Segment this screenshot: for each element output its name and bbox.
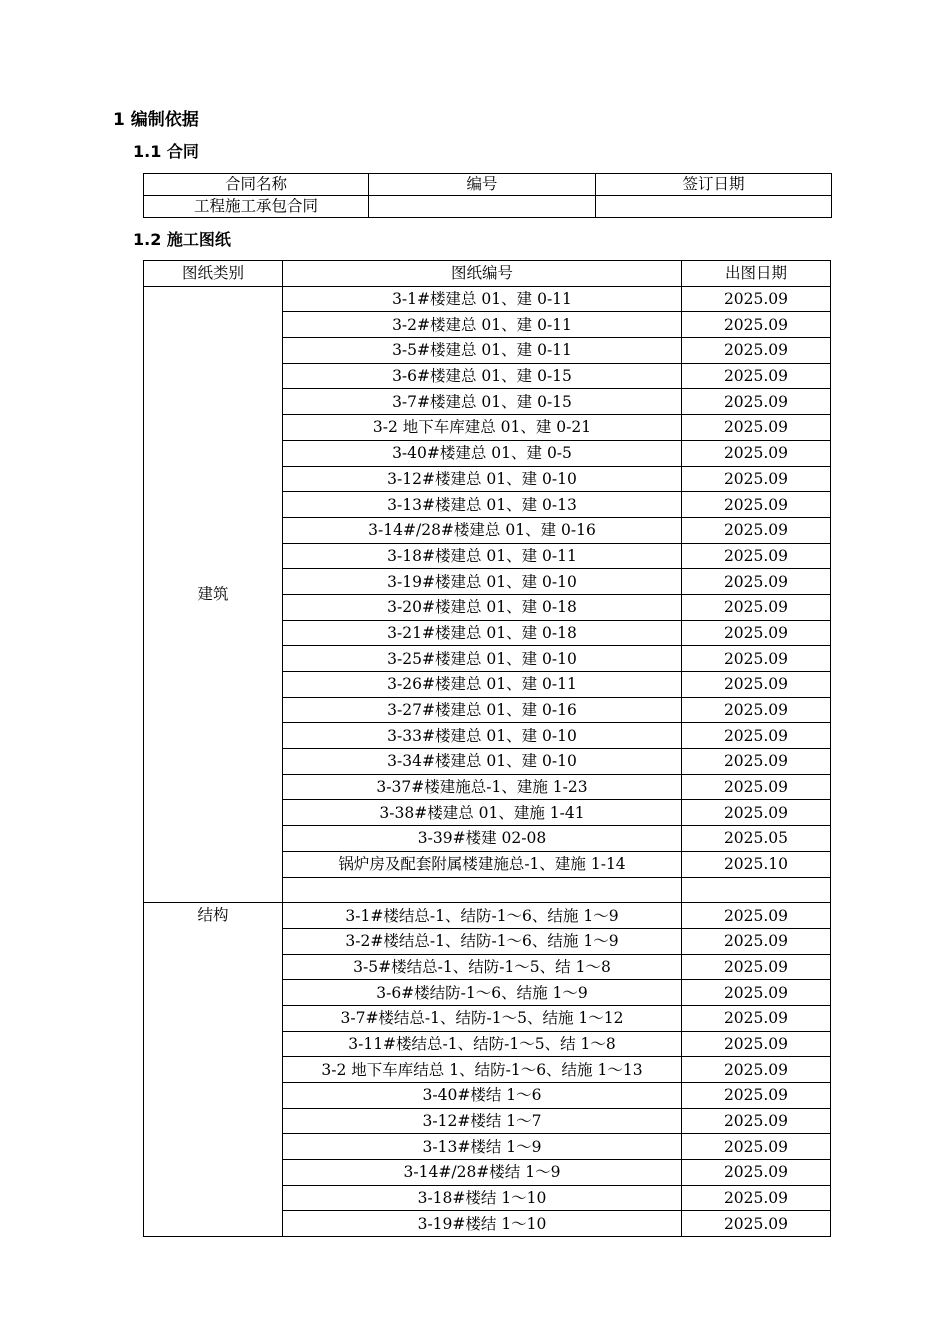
drawing-number-cell: 3-18#楼结 1～10	[283, 1185, 682, 1211]
drawing-number-cell: 3-19#楼建总 01、建 0-10	[283, 569, 682, 595]
drawing-number-cell: 3-20#楼建总 01、建 0-18	[283, 594, 682, 620]
contract-header-date: 签订日期	[596, 174, 832, 196]
drawing-number-cell: 3-25#楼建总 01、建 0-10	[283, 646, 682, 672]
drawings-table	[143, 260, 831, 1237]
drawing-number-cell: 3-21#楼建总 01、建 0-18	[283, 620, 682, 646]
issue-date-cell: 2025.09	[682, 620, 831, 646]
drawing-number-cell: 3-26#楼建总 01、建 0-11	[283, 672, 682, 698]
contract-table	[143, 173, 832, 218]
drawing-number-cell: 3-34#楼建总 01、建 0-10	[283, 749, 682, 775]
issue-date-cell: 2025.09	[682, 543, 831, 569]
drawing-number-cell: 3-39#楼建 02-08	[283, 826, 682, 852]
issue-date-cell: 2025.09	[682, 672, 831, 698]
issue-date-cell: 2025.09	[682, 569, 831, 595]
issue-date-cell: 2025.09	[682, 749, 831, 775]
issue-date-cell: 2025.09	[682, 363, 831, 389]
drawings-section-title: 1.2 施工图纸	[133, 230, 231, 249]
drawing-number-cell: 3-40#楼结 1～6	[283, 1083, 682, 1109]
issue-date-cell: 2025.09	[682, 1083, 831, 1109]
contract-number-cell	[369, 196, 596, 218]
contract-row	[144, 196, 832, 218]
contract-name-cell: 工程施工承包合同	[144, 196, 369, 218]
drawing-number-cell: 3-7#楼结总-1、结防-1～5、结施 1～12	[283, 1005, 682, 1031]
category-cell: 建筑	[144, 286, 283, 903]
issue-date-cell: 2025.09	[682, 1005, 831, 1031]
issue-date-cell: 2025.09	[682, 903, 831, 929]
drawing-number-cell: 3-12#楼建总 01、建 0-10	[283, 466, 682, 492]
issue-date-cell: 2025.05	[682, 826, 831, 852]
issue-date-cell: 2025.09	[682, 646, 831, 672]
drawings-header-date: 出图日期	[682, 261, 831, 287]
drawing-number-cell: 3-27#楼建总 01、建 0-16	[283, 697, 682, 723]
drawing-number-cell: 3-13#楼结 1～9	[283, 1134, 682, 1160]
drawing-number-cell: 3-18#楼建总 01、建 0-11	[283, 543, 682, 569]
drawing-number-cell: 3-40#楼建总 01、建 0-5	[283, 440, 682, 466]
issue-date-cell: 2025.09	[682, 928, 831, 954]
issue-date-cell: 2025.09	[682, 338, 831, 364]
drawing-number-cell: 3-6#楼建总 01、建 0-15	[283, 363, 682, 389]
drawing-number-cell: 3-19#楼结 1～10	[283, 1211, 682, 1237]
drawing-number-cell: 锅炉房及配套附属楼建施总-1、建施 1-14	[283, 851, 682, 877]
drawing-number-cell: 3-14#/28#楼建总 01、建 0-16	[283, 517, 682, 543]
drawing-number-cell: 3-14#/28#楼结 1～9	[283, 1160, 682, 1186]
issue-date-cell: 2025.09	[682, 1185, 831, 1211]
issue-date-cell: 2025.09	[682, 800, 831, 826]
drawing-number-cell: 3-12#楼结 1～7	[283, 1108, 682, 1134]
issue-date-cell: 2025.09	[682, 1160, 831, 1186]
category-cell: 结构	[144, 903, 283, 1237]
table-row	[144, 903, 831, 929]
drawings-header-row	[144, 261, 831, 287]
drawing-number-cell: 3-5#楼结总-1、结防-1～5、结 1～8	[283, 954, 682, 980]
contract-header-name: 合同名称	[144, 174, 369, 196]
issue-date-cell: 2025.09	[682, 697, 831, 723]
issue-date-cell: 2025.09	[682, 415, 831, 441]
drawing-number-cell: 3-1#楼结总-1、结防-1～6、结施 1～9	[283, 903, 682, 929]
table-row	[144, 286, 831, 312]
drawings-header-number: 图纸编号	[283, 261, 682, 287]
drawing-number-cell: 3-7#楼建总 01、建 0-15	[283, 389, 682, 415]
section-heading: 1 编制依据	[113, 110, 199, 130]
issue-date-cell: 2025.09	[682, 517, 831, 543]
issue-date-cell: 2025.09	[682, 1057, 831, 1083]
drawing-number-cell: 3-11#楼结总-1、结防-1～5、结 1～8	[283, 1031, 682, 1057]
drawing-number-cell: 3-2 地下车库结总 1、结防-1～6、结施 1～13	[283, 1057, 682, 1083]
issue-date-cell: 2025.09	[682, 723, 831, 749]
issue-date-cell: 2025.09	[682, 492, 831, 518]
contract-date-cell	[596, 196, 832, 218]
drawing-number-cell: 3-1#楼建总 01、建 0-11	[283, 286, 682, 312]
issue-date-cell: 2025.09	[682, 774, 831, 800]
drawing-number-cell: 3-38#楼建总 01、建施 1-41	[283, 800, 682, 826]
contract-header-number: 编号	[369, 174, 596, 196]
issue-date-cell: 2025.09	[682, 312, 831, 338]
contract-section-title: 1.1 合同	[133, 142, 199, 161]
issue-date-cell: 2025.09	[682, 954, 831, 980]
drawing-number-cell: 3-2#楼建总 01、建 0-11	[283, 312, 682, 338]
issue-date-cell: 2025.09	[682, 1108, 831, 1134]
issue-date-cell: 2025.09	[682, 389, 831, 415]
issue-date-cell: 2025.09	[682, 980, 831, 1006]
issue-date-cell	[682, 877, 831, 903]
issue-date-cell: 2025.09	[682, 466, 831, 492]
drawing-number-cell: 3-2#楼结总-1、结防-1～6、结施 1～9	[283, 928, 682, 954]
drawing-number-cell: 3-2 地下车库建总 01、建 0-21	[283, 415, 682, 441]
drawings-table-body	[144, 286, 831, 1236]
issue-date-cell: 2025.09	[682, 594, 831, 620]
drawing-number-cell: 3-37#楼建施总-1、建施 1-23	[283, 774, 682, 800]
drawing-number-cell: 3-13#楼建总 01、建 0-13	[283, 492, 682, 518]
drawing-number-cell: 3-6#楼结防-1～6、结施 1～9	[283, 980, 682, 1006]
issue-date-cell: 2025.09	[682, 1031, 831, 1057]
drawing-number-cell	[283, 877, 682, 903]
contract-header-row	[144, 174, 832, 196]
issue-date-cell: 2025.09	[682, 440, 831, 466]
issue-date-cell: 2025.09	[682, 1211, 831, 1237]
issue-date-cell: 2025.10	[682, 851, 831, 877]
drawings-header-category: 图纸类别	[144, 261, 283, 287]
issue-date-cell: 2025.09	[682, 1134, 831, 1160]
drawing-number-cell: 3-33#楼建总 01、建 0-10	[283, 723, 682, 749]
issue-date-cell: 2025.09	[682, 286, 831, 312]
drawing-number-cell: 3-5#楼建总 01、建 0-11	[283, 338, 682, 364]
